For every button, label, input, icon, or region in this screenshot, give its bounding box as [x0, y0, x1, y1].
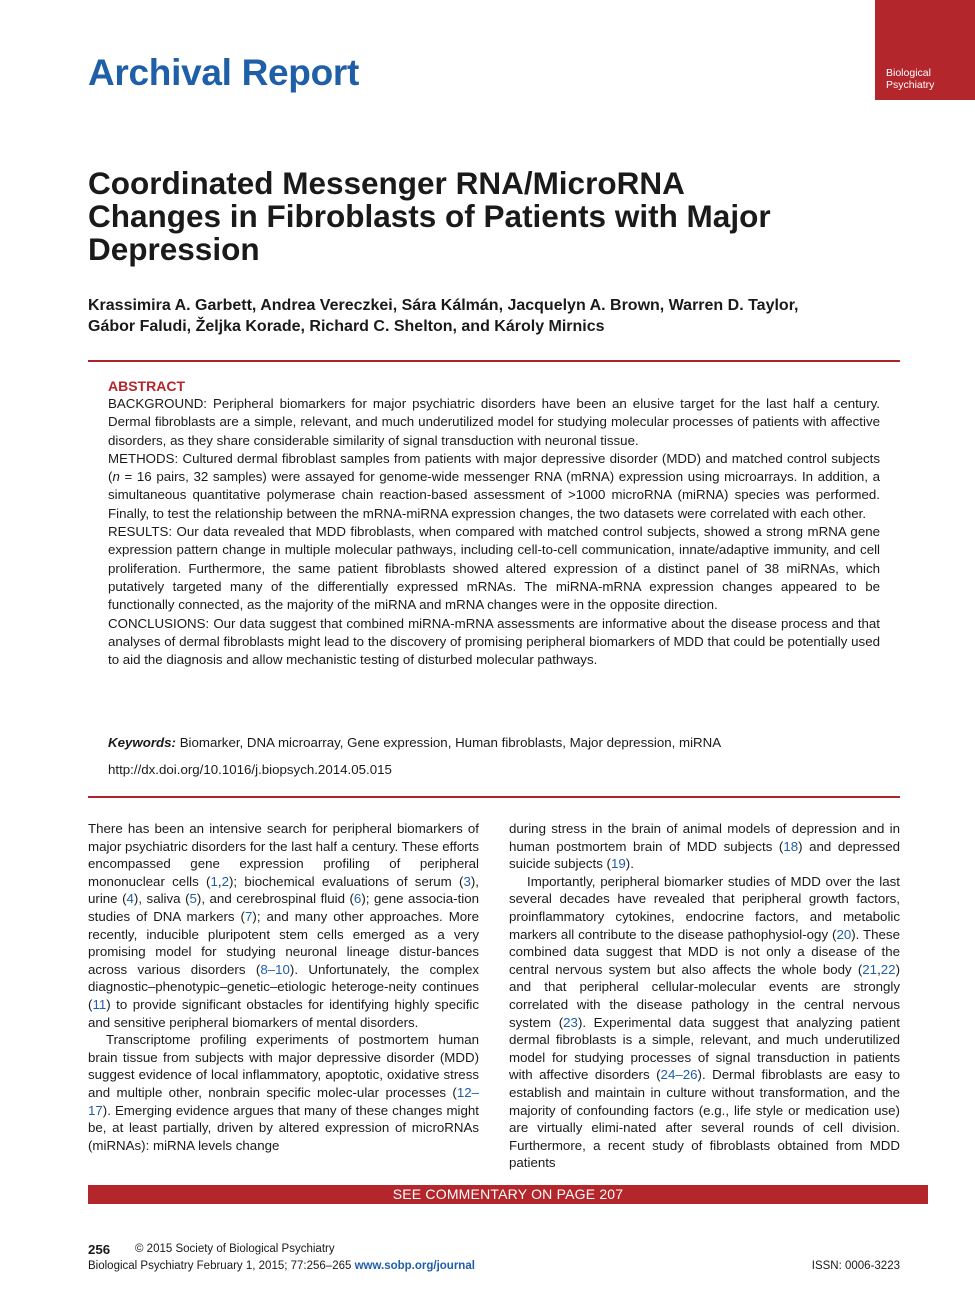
abstract-background	[108, 395, 880, 450]
body-paragraph: Transcriptome profiling experiments of postmortem human brain tissue from subjects with major depressive disorder (MDD) suggest evidence of local inflammatory, apoptotic, oxidative stress and multiple other, nonbrain specific molec-ular processes (12–17). Emerging evidence argues that many of these changes might be, at least partially, driven by altered expression of microRNAs (miRNAs): miRNA levels change	[88, 1032, 479, 1153]
reference-link[interactable]: 6	[353, 891, 362, 907]
journal-name-line1: Biological	[886, 67, 931, 79]
reference-link[interactable]: 19	[611, 856, 626, 872]
keywords-label: Keywords:	[108, 735, 176, 750]
section-label: Archival Report	[88, 52, 360, 93]
results-label: RESULTS:	[108, 524, 173, 540]
reference-link[interactable]: 12–17	[88, 1084, 479, 1118]
methods-text-2: = 16 pairs, 32 samples) were assayed for genome-wide messenger RNA (mRNA) expression using microarrays. In addition, a simultaneous quantitative polymerase chain reaction-based assessment of >1000 microRNA (miRNA) species was performed. Finally, to test the relationship between the mRNA-miRNA expression changes, the two datasets were correlated with each other.	[108, 469, 880, 521]
body-column-left	[88, 820, 479, 1154]
reference-link[interactable]: 24–26	[660, 1067, 698, 1083]
results-text: Our data revealed that MDD fibroblasts, when compared with matched control subjects, showed a strong mRNA gene expression pattern change in multiple molecular pathways, including cell-to-cell communication, innate/adaptive immunity, and cell proliferation. Furthermore, the same patient fibroblasts showed altered expression of a distinct panel of 38 miRNAs, which putatively targeted many of the differentially expressed mRNAs. The miRNA-mRNA expression changes appeared to be functionally connected, as the majority of the miRNA and mRNA changes were in the opposite direction.	[108, 524, 880, 613]
methods-n: n	[112, 469, 120, 485]
abstract-heading: ABSTRACT	[108, 378, 185, 394]
copyright: © 2015 Society of Biological Psychiatry	[135, 1243, 335, 1255]
commentary-link[interactable]: SEE COMMENTARY ON PAGE 207	[88, 1185, 928, 1204]
reference-link[interactable]: 11	[92, 996, 107, 1012]
keywords	[108, 734, 721, 752]
reference-link[interactable]: 4	[126, 891, 134, 907]
journal-url[interactable]: www.sobp.org/journal	[354, 1260, 475, 1272]
background-text: Peripheral biomarkers for major psychiatric disorders have been an elusive target for the last half a century. Dermal fibroblasts are a simple, relevant, and much underutilized model for studying molecular processes of patients with affective disorders, as they share considerable similarity of signal transduction with neuronal tissue.	[108, 396, 880, 448]
reference-link[interactable]: 23	[563, 1014, 578, 1030]
abstract-methods	[108, 450, 880, 523]
body-paragraph: Importantly, peripheral biomarker studies of MDD over the last several decades have revealed that peripheral growth factors, proinflammatory cytokines, endocrine factors, and metabolic markers all contribute to the disease pathophysiol-ogy (20). These combined data suggest that MDD is not only a disease of the central nervous system but also affects the whole body (21,22) and that peripheral cellular-molecular events are strongly correlated with the disease pathology in the central nervous system (23). Experimental data suggest that analyzing patient dermal fibroblasts is a simple, relevant, and much underutilized model for studying processes of signal transduction in patients with affective disorders (24–26). Dermal fibroblasts are easy to establish and maintain in culture without transformation, and the majority of confounding factors (e.g., life style or medication use) are virtually elimi-nated after several rounds of cell division. Furthermore, a recent study of fibroblasts obtained from MDD patients	[509, 873, 900, 1171]
reference-link[interactable]: 21	[862, 961, 878, 977]
issn: ISSN: 0006-3223	[811, 1260, 900, 1272]
body-paragraph: during stress in the brain of animal models of depression and in human postmortem brain of MDD subjects (18) and depressed suicide subjects (19).	[509, 821, 900, 872]
keywords-text: Biomarker, DNA microarray, Gene expression, Human fibroblasts, Major depression, miRNA	[179, 735, 722, 750]
reference-link[interactable]: 1	[210, 873, 218, 889]
methods-text-1: Cultured dermal fibroblast samples from patients with major depressive disorder (MDD) and matched control subjects (	[108, 450, 880, 485]
reference-link[interactable]: 18	[783, 838, 799, 854]
doi-link[interactable]: http://dx.doi.org/10.1016/j.biopsych.2014.05.015	[108, 762, 392, 777]
journal-name-line2: Psychiatry	[886, 79, 935, 91]
reference-link[interactable]: 8–10	[260, 961, 290, 977]
author-list	[88, 295, 908, 337]
reference-link[interactable]: 7	[245, 908, 253, 924]
background-label: BACKGROUND:	[108, 396, 207, 411]
page-number: 256	[88, 1242, 111, 1257]
reference-link[interactable]: 5	[189, 891, 197, 907]
methods-label: METHODS:	[108, 450, 179, 466]
author-line-2: Gábor Faludi, Željka Korade, Richard C. Shelton, and Károly Mirnics	[88, 318, 605, 335]
conclusions-label: CONCLUSIONS:	[108, 615, 210, 631]
author-line-1: Krassimira A. Garbett, Andrea Vereczkei, Sára Kálmán, Jacquelyn A. Brown, Warren D. Taylor,	[88, 297, 799, 314]
abstract	[108, 377, 880, 669]
reference-link[interactable]: 3	[463, 873, 471, 889]
body-paragraph: There has been an intensive search for peripheral biomarkers of major psychiatric disorders for the last half a century. These efforts encompassed gene expression profiling of peripheral mononuclear cells (1,2); biochemical evaluations of serum (3), urine (4), saliva (5), and cerebrospinal fluid (6); gene associa-tion studies of DNA markers (7); and many other approaches. More recently, inducible pluripotent stem cells emerged as a very promising model for studying neuronal lineage distur-bances across various disorders (8–10). Unfortunately, the complex diagnostic–phenotypic–genetic–etiologic heteroge-neity continues (11) to provide significant obstacles for identifying highly specific and sensitive peripheral biomarkers of mental disorders.	[88, 821, 480, 1030]
abstract-conclusions	[108, 615, 880, 670]
reference-link[interactable]: 2	[221, 873, 229, 889]
article-title: Coordinated Messenger RNA/MicroRNA Changes in Fibroblasts of Patients with Major Depression	[88, 165, 771, 267]
abstract-bottom-rule	[88, 796, 900, 798]
journal-citation	[88, 1260, 475, 1272]
abstract-results	[108, 523, 880, 614]
abstract-top-rule	[88, 360, 900, 362]
reference-link[interactable]: 22	[880, 961, 896, 977]
reference-link[interactable]: 20	[836, 926, 852, 942]
citation-text: Biological Psychiatry February 1, 2015; 77:256–265	[88, 1260, 352, 1272]
body-column-right	[509, 820, 900, 1172]
journal-name	[886, 67, 934, 91]
conclusions-text: Our data suggest that combined miRNA-mRNA assessments are informative about the disease process and that analyses of dermal fibroblasts might lead to the discovery of promising peripheral biomarkers of MDD that could be potentially used to aid the diagnosis and allow mechanistic testing of disturbed molecular pathways.	[108, 615, 880, 668]
journal-tab	[875, 0, 975, 100]
